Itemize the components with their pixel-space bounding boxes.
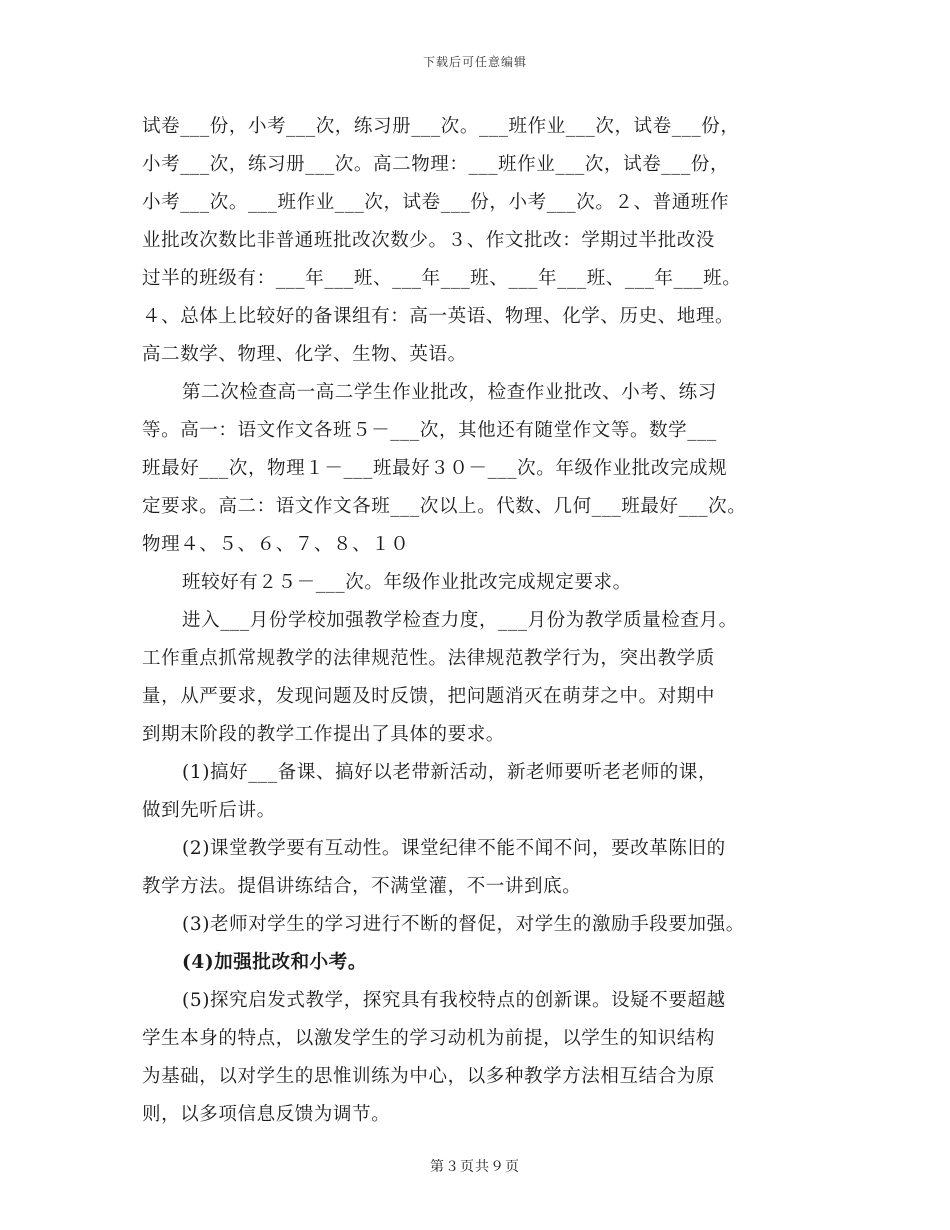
text-line: 业批改次数比非普通班批改次数少。３、作文批改：学期过半批改没 bbox=[142, 230, 716, 251]
list-item-4: (4)加强批改和小考。 bbox=[182, 952, 367, 973]
text-line: 等。高一：语文作文各班５－___次，其他还有随堂作文等。数学___ bbox=[142, 420, 717, 441]
text-line: 定要求。高二：语文作文各班___次以上。代数、几何___班最好___次。 bbox=[142, 496, 747, 517]
text-line: 小考___次。___班作业___次，试卷___份，小考___次。２、普通班作 bbox=[142, 192, 730, 213]
page-header: 下载后可任意编辑 bbox=[422, 55, 527, 69]
text-line: 学生本身的特点，以激发学生的学习动机为前提，以学生的知识结构 bbox=[142, 1028, 716, 1049]
text-line: 为基础，以对学生的思惟训练为中心，以多种教学方法相互结合为原 bbox=[142, 1066, 716, 1087]
text-line: 教学方法。提倡讲练结合，不满堂灌，不一讲到底。 bbox=[142, 876, 582, 897]
text-line: 班最好___次，物理１－___班最好３０－___次。年级作业批改完成规 bbox=[142, 458, 728, 479]
text-line: 做到先听后讲。 bbox=[142, 800, 276, 821]
text-line: 小考___次，练习册___次。高二物理：___班作业___次，试卷___份， bbox=[142, 154, 730, 175]
text-line: 量，从严要求，发现问题及时反馈，把问题消灭在萌芽之中。对期中 bbox=[142, 686, 716, 707]
document-body bbox=[142, 108, 842, 1134]
list-item-1: (1)搞好___备课、搞好以老带新活动，新老师要听老老师的课， bbox=[182, 762, 718, 783]
paragraph-start-line: 第二次检查高一高二学生作业批改，检查作业批改、小考、练习 bbox=[182, 382, 717, 403]
list-item-3: (3)老师对学生的学习进行不断的督促，对学生的激励手段要加强。 bbox=[182, 914, 745, 935]
text-line: 物理４、５、６、７、８、１０ bbox=[142, 534, 410, 555]
paragraph-start-line: 进入___月份学校加强教学检查力度，___月份为教学质量检查月。 bbox=[182, 610, 738, 631]
list-item-2: (2)课堂教学要有互动性。课堂纪律不能不闻不问，要改革陈旧的 bbox=[182, 838, 726, 859]
text-line: 到期末阶段的教学工作提出了具体的要求。 bbox=[142, 724, 505, 745]
page-number: 第３页共９页 bbox=[430, 1159, 520, 1175]
text-line: 试卷___份，小考___次，练习册___次。___班作业___次，试卷___份， bbox=[142, 116, 740, 137]
paragraph-start-line: 班较好有２５－___次。年级作业批改完成规定要求。 bbox=[182, 572, 632, 593]
text-line: ４、总体上比较好的备课组有：高一英语、物理、化学、历史、地理。 bbox=[142, 306, 735, 327]
text-line: 高二数学、物理、化学、生物、英语。 bbox=[142, 344, 467, 365]
list-item-5: (5)探究启发式教学，探究具有我校特点的创新课。设疑不要超越 bbox=[182, 990, 726, 1011]
text-line: 工作重点抓常规教学的法律规范性。法律规范教学行为，突出教学质 bbox=[142, 648, 716, 669]
text-line: 则，以多项信息反馈为调节。 bbox=[142, 1104, 391, 1125]
text-line: 过半的班级有：___年___班、___年___班、___年___班、___年___班。 bbox=[142, 268, 742, 289]
